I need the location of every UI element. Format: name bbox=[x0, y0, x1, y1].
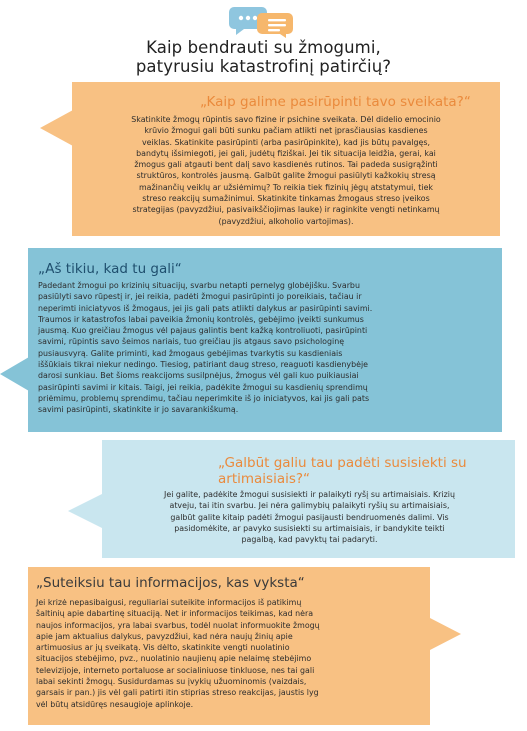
card-body bbox=[38, 280, 496, 416]
body-line: garsais ir pan.) jis vėl gali patirti itin stiprias streso reakcijas, jaustis lyg bbox=[36, 688, 319, 698]
body-line: vėl būtų atsidūręs nesaugioje aplinkoje. bbox=[36, 699, 194, 709]
title-line-2: patyrusiu katastrofinį patirčių? bbox=[135, 57, 392, 76]
body-line: iššūkiais tikrai niekur nedingo. Tiesiog, patiriant daug streso, reaguoti kasdienybėje bbox=[38, 360, 368, 370]
page-title bbox=[0, 38, 527, 76]
card-3-tail bbox=[68, 494, 102, 528]
body-line: labai sekinti žmogų. Susidurdamas su įvykių užuominomis (vaizdais, bbox=[36, 677, 307, 687]
body-line: struktūros, kontrolės jausmą. Galbūt galite žmogui pasiūlyti kažkokių stresą bbox=[136, 171, 436, 181]
body-line: žmogus gali atgauti bent dalį savo kasdienės rutinos. Tai padeda susigrąžinti bbox=[134, 160, 438, 170]
card-2-tail bbox=[0, 357, 29, 391]
card-believe bbox=[28, 248, 502, 432]
body-line: pusiausvyrą. Galite priminti, kad žmogaus gebėjimas tvarkytis su kasdieniais bbox=[38, 348, 343, 358]
title-line-1: Kaip bendrauti su žmogumi, bbox=[146, 38, 381, 57]
body-line: savimi pasirūpinti, skatinkite ir jo savarankiškumą. bbox=[38, 405, 239, 415]
body-line: apie jam aktualius dalykus, pavyzdžiui, kad nėra naujų žinių apie bbox=[36, 631, 293, 641]
card-information bbox=[28, 567, 430, 725]
body-line: darosi sunkiau. Bet šioms reakcijoms susilpnėjus, žmogus vėl gali kuo puikiausiai bbox=[38, 371, 359, 381]
body-line: Jei galite, padėkite žmogui susisiekti ir palaikyti ryšį su artimaisiais. Krizių bbox=[164, 490, 455, 499]
body-line: strategijas (pavyzdžiui, pasivaikščiojimas lauke) ir raginkite vengti netinkamų bbox=[132, 205, 440, 215]
card-heading: „Suteiksiu tau informacijos, kas vyksta“ bbox=[36, 575, 305, 591]
card-body bbox=[36, 597, 424, 710]
body-line: (pavyzdžiui, alkoholio vartojimas). bbox=[218, 216, 354, 226]
card-health bbox=[72, 82, 500, 236]
body-line: neperimti iniciatyvos iš žmogaus, jei jis gali pats atlikti dalykus ar pasirūpinti savimi. bbox=[38, 303, 373, 313]
card-1-tail bbox=[40, 110, 73, 146]
body-line: krūvio žmogui gali būti sunku pačiam atlikti net įprasčiausias kasdienes bbox=[144, 126, 428, 136]
body-line: naujos informacijos, yra labai svarbus, todėl nuolat informuokite žmogų bbox=[36, 620, 320, 630]
body-line: Jei krizė nepasibaigusi, reguliariai suteikite informacijos iš patikimų bbox=[36, 598, 302, 607]
card-body bbox=[110, 489, 509, 545]
body-line: pasidomėkite, ar pavyko susisiekti su artimaisiais, ir bandykite teikti bbox=[174, 523, 445, 533]
speech-bubbles-icon bbox=[228, 4, 298, 38]
body-line: Padedant žmogui po krizinių situacijų, svarbu netapti pernelyg globėjišku. Svarbu bbox=[38, 281, 360, 290]
body-line: veiklas. Skatinkite pasirūpinti (arba pasirūpinkite), kad jis būtų pavalgęs, bbox=[142, 137, 430, 147]
body-line: pasirūpinti savimi ir kitais. Taigi, jei reikia, padėkite žmogui su kasdienių sprendimų bbox=[38, 382, 368, 392]
body-line: streso reakcijų sumažinimui. Skatinkite tinkamas žmogaus streso įveikos bbox=[142, 194, 430, 204]
body-line: priėmimu, problemų sprendimu, tačiau neperimkite iš jo iniciatyvos, kai jis gali pats bbox=[38, 393, 370, 403]
body-line: galbūt galite kitaip padėti žmogui pasijausti bendruomenės dalimi. Vis bbox=[170, 512, 449, 522]
body-line: pasiūlyti savo rūpestį ir, jei reikia, padėti žmogui pasirūpinti jo poreikiais, tačiau ir bbox=[38, 292, 362, 302]
body-line: pagalbą, kad pavyktų tai padaryti. bbox=[241, 535, 378, 545]
body-line: televizijoje, interneto portaluose ar socialiniuose tinkluose, nes tai gali bbox=[36, 665, 315, 675]
body-line: Traumos ir katastrofos labai paveikia žmonių kontrolės, gebėjimo įveikti sunkumus bbox=[38, 314, 364, 324]
body-line: situacijos stebėjimo, pvz., nuolatinio naujienų apie nelaimę stebėjimo bbox=[36, 654, 312, 664]
card-heading: „Kaip galime pasirūpinti tavo sveikata?“ bbox=[200, 94, 471, 110]
body-line: artimuosius ar jų sveikatą. Vis dėlto, skatinkite vengti nuolatinio bbox=[36, 643, 290, 653]
card-heading: „Galbūt galiu tau padėti susisiekti su artimaisiais?“ bbox=[218, 455, 467, 487]
body-line: mažinančių veiklų ar užsiėmimų? To reikia tiek fizinių jėgų atstatymui, tiek bbox=[138, 182, 434, 192]
card-relatives bbox=[102, 440, 515, 558]
body-line: jausmą. Kuo greičiau žmogus vėl pajaus galintis bent kažką kontroliuoti, pasirūpinti bbox=[38, 326, 368, 336]
card-body bbox=[84, 114, 488, 227]
card-4-tail bbox=[430, 618, 461, 650]
card-heading: „Aš tikiu, kad tu gali“ bbox=[38, 261, 182, 277]
body-line: savimi, rūpintis savo šeimos nariais, tuo greičiau jis atgaus savo psichologinę bbox=[38, 337, 345, 347]
body-line: šaltinių apie dabartinę situaciją. Net ir informacijos teikimas, kad nėra bbox=[36, 609, 314, 619]
body-line: atveju, tai itin svarbu. Jei nėra galimybių palaikyti ryšių su artimaisiais, bbox=[169, 501, 450, 511]
body-line: Skatinkite žmogų rūpintis savo fizine ir psichine sveikata. Dėl didelio emocinio bbox=[131, 115, 441, 124]
body-line: bandytų išsimiegoti, jei gali, judėtų fiziškai. Jei tik situacija leidžia, gerai, kai bbox=[136, 148, 436, 158]
